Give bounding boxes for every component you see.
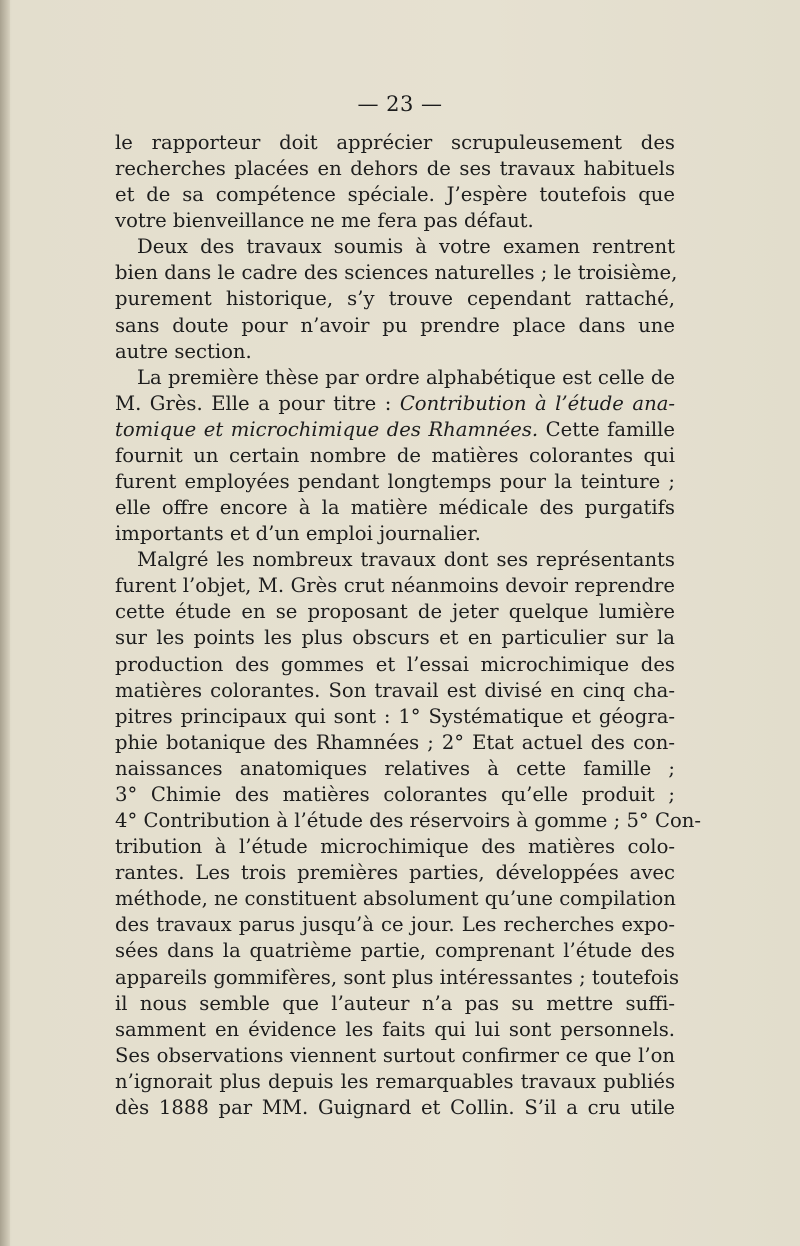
text-line: bien dans le cadre des sciences naturelles ; le troisième, (115, 261, 678, 285)
text-line: sans doute pour n’avoir pu prendre place dans une (115, 313, 675, 337)
text-line: recherches placées en dehors de ses travaux habituels (115, 157, 675, 181)
text-line: Ses observations viennent surtout confirmer ce que l’on (115, 1043, 675, 1067)
text-line: 4° Contribution à l’étude des réservoirs à gomme ; 5° Con- (115, 809, 701, 833)
text-line: elle offre encore à la matière médicale des purgatifs (115, 496, 675, 520)
text-line: votre bienveillance ne me fera pas défaut. (115, 209, 534, 233)
text-line: Deux des travaux soumis à votre examen rentrent (137, 235, 675, 259)
text-line: 3° Chimie des matières colorantes qu’elle produit ; (115, 782, 675, 806)
text-line: matières colorantes. Son travail est divisé en cinq cha- (115, 678, 675, 702)
text-line: La première thèse par ordre alphabétique est celle de (137, 365, 675, 389)
text-line: n’ignorait plus depuis les remarquables travaux publiés (115, 1069, 675, 1093)
text-line: purement historique, s’y trouve cependant rattaché, (115, 287, 675, 311)
text-line: M. Grès. Elle a pour titre : Contribution à l’étude ana- (115, 391, 675, 415)
text-line: sur les points les plus obscurs et en particulier sur la (115, 626, 675, 650)
text-line: tomique et microchimique des Rhamnées. Cette famille (115, 417, 675, 441)
body-text (115, 130, 701, 1121)
text-line: samment en évidence les faits qui lui sont personnels. (115, 1017, 675, 1041)
text-line: des travaux parus jusqu’à ce jour. Les recherches expo- (115, 913, 675, 937)
text-line: dès 1888 par MM. Guignard et Collin. S’il a cru utile (115, 1095, 675, 1119)
text-line: production des gommes et l’essai microchimique des (115, 652, 675, 676)
text-line: tribution à l’étude microchimique des matières colo- (115, 835, 675, 859)
text-line: fournit un certain nombre de matières colorantes qui (115, 443, 675, 467)
page-number: — 23 — (357, 92, 443, 116)
text-line: Malgré les nombreux travaux dont ses représentants (137, 548, 675, 572)
text-line: pitres principaux qui sont : 1° Systématique et géogra- (115, 704, 675, 728)
text-line: cette étude en se proposant de jeter quelque lumière (115, 600, 675, 624)
text-line: il nous semble que l’auteur n’a pas su mettre suffi- (115, 991, 675, 1015)
text-line: le rapporteur doit apprécier scrupuleusement des (115, 131, 675, 154)
text-line: méthode, ne constituent absolument qu’une compilation (115, 887, 676, 911)
text-line: phie botanique des Rhamnées ; 2° Etat actuel des con- (115, 730, 675, 754)
thesis-title-part-2: tomique et microchimique des Rhamnées. (115, 417, 539, 441)
text-line: appareils gommifères, sont plus intéressantes ; toutefois (115, 965, 680, 989)
text-line: et de sa compétence spéciale. J’espère toutefois que (115, 183, 675, 207)
text-line: sées dans la quatrième partie, comprenant l’étude des (115, 939, 675, 963)
text-line: furent l’objet, M. Grès crut néanmoins devoir reprendre (115, 574, 675, 598)
thesis-title-part-1: Contribution à l’étude ana- (399, 391, 675, 415)
text-line: furent employées pendant longtemps pour la teinture ; (115, 470, 675, 494)
text-line: naissances anatomiques relatives à cette famille ; (115, 756, 675, 780)
text-line: rantes. Les trois premières parties, développées avec (115, 861, 675, 885)
text-line: importants et d’un emploi journalier. (115, 522, 481, 546)
binding-shadow (0, 0, 10, 1246)
text-line: autre section. (115, 339, 252, 363)
